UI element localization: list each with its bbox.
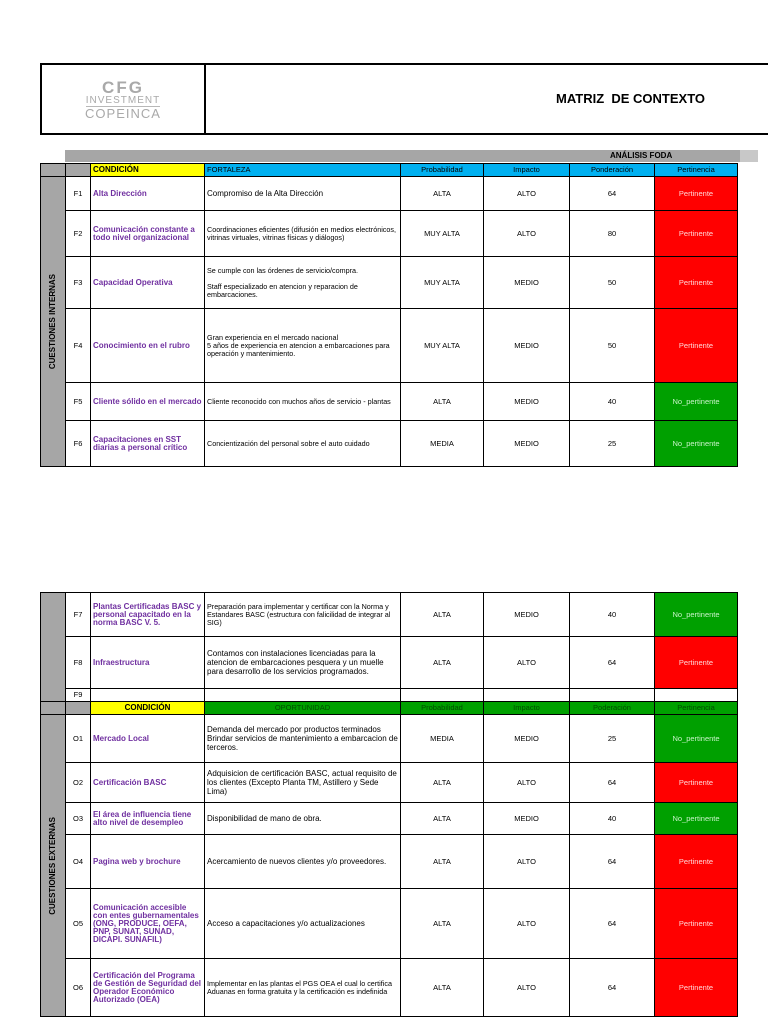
header-condition: CONDICIÓN (91, 164, 205, 177)
row-description (205, 689, 401, 702)
row-weight: 50 (570, 257, 655, 309)
row-probability: MUY ALTA (401, 309, 484, 383)
row-condition: Capacitaciones en SST diarias a personal crítico (91, 421, 205, 467)
internal-side-label: CUESTIONES INTERNAS (48, 273, 57, 370)
internal-side-cell (41, 177, 66, 467)
table-row (41, 889, 738, 959)
row-weight: 64 (570, 959, 655, 1017)
row-description (205, 309, 401, 383)
header-opportunity: OPORTUNIDAD (205, 702, 401, 715)
analysis-foda-label: ANÁLISIS FODA (610, 151, 673, 160)
row-description-line-1: Gran experiencia en el mercado nacional (207, 332, 339, 342)
row-relevance: No_pertinente (655, 715, 738, 763)
row-impact: ALTO (484, 211, 570, 257)
row-condition: Comunicación constante a todo nivel organizacional (91, 211, 205, 257)
header-side-blank (41, 702, 66, 715)
row-condition: Plantas Certificadas BASC y personal capacitado en la norma BASC V. 5. (91, 593, 205, 637)
row-weight: 25 (570, 715, 655, 763)
row-description: Compromiso de la Alta Dirección (205, 177, 401, 211)
table-row (41, 715, 738, 763)
row-impact: MEDIO (484, 309, 570, 383)
row-weight: 64 (570, 637, 655, 689)
row-code: F7 (66, 593, 91, 637)
row-description: Concientización del personal sobre el auto cuidado (205, 421, 401, 467)
header-impact: Impacto (484, 164, 570, 177)
document-title: MATRIZ DE CONTEXTO (556, 91, 706, 106)
row-condition: Mercado Local (91, 715, 205, 763)
row-probability: ALTA (401, 835, 484, 889)
header-impact: Impacto (484, 702, 570, 715)
row-relevance: No_pertinente (655, 803, 738, 835)
external-side-label: CUESTIONES EXTERNAS (48, 816, 57, 915)
row-relevance: No_pertinente (655, 421, 738, 467)
row-relevance: Pertinente (655, 177, 738, 211)
row-description: Coordinaciones eficientes (difusión en medios electrónicos, vitrinas virtuales, vitrinas físicas y diálogos) (205, 211, 401, 257)
row-code: F6 (66, 421, 91, 467)
row-description (205, 257, 401, 309)
table-row (41, 257, 738, 309)
row-weight: 40 (570, 803, 655, 835)
row-probability: ALTA (401, 637, 484, 689)
row-code: O6 (66, 959, 91, 1017)
row-condition: Cliente sólido en el mercado (91, 383, 205, 421)
header-probability: Probabilidad (401, 702, 484, 715)
row-weight: 25 (570, 421, 655, 467)
header-relevance: Pertinencia (655, 164, 738, 177)
row-condition: El área de influencia tiene alto nivel de desempleo (91, 803, 205, 835)
row-description-line-2: Brindar servicios de mantenimiento a embarcacion de terceros. (207, 734, 398, 752)
row-relevance: No_pertinente (655, 383, 738, 421)
row-relevance: Pertinente (655, 835, 738, 889)
internal-header-row (41, 164, 738, 177)
table-row (41, 593, 738, 637)
row-relevance: Pertinente (655, 763, 738, 803)
row-weight: 40 (570, 593, 655, 637)
row-code: O4 (66, 835, 91, 889)
internal-issues-table (40, 163, 738, 467)
row-impact: ALTO (484, 177, 570, 211)
table-row (41, 383, 738, 421)
row-description: Disponibilidad de mano de obra. (205, 803, 401, 835)
row-impact: ALTO (484, 637, 570, 689)
logo-investment-text: INVESTMENT (85, 94, 161, 106)
row-code: F2 (66, 211, 91, 257)
row-description: Acceso a capacitaciones y/o actualizaciones (205, 889, 401, 959)
row-impact: MEDIO (484, 421, 570, 467)
row-relevance (655, 689, 738, 702)
row-weight: 64 (570, 763, 655, 803)
table-row (41, 835, 738, 889)
row-probability: ALTA (401, 803, 484, 835)
header-side-blank (41, 164, 66, 177)
header-relevance: Pertinencia (655, 702, 738, 715)
row-probability: ALTA (401, 959, 484, 1017)
row-relevance: Pertinente (655, 309, 738, 383)
row-description-line-2: Staff especializado en atencion y reparacion de embarcaciones. (207, 281, 358, 299)
row-code: O1 (66, 715, 91, 763)
row-weight: 64 (570, 177, 655, 211)
analysis-strip-tail (740, 150, 758, 162)
row-relevance: Pertinente (655, 211, 738, 257)
row-probability: ALTA (401, 383, 484, 421)
row-probability (401, 689, 484, 702)
row-weight: 64 (570, 889, 655, 959)
row-condition: Capacidad Operativa (91, 257, 205, 309)
row-condition: Infraestructura (91, 637, 205, 689)
header-probability: Probabilidad (401, 164, 484, 177)
row-impact: MEDIO (484, 593, 570, 637)
row-probability: ALTA (401, 763, 484, 803)
header-strength: FORTALEZA (205, 164, 401, 177)
row-description-line-1: Demanda del mercado por productos terminados (207, 725, 381, 734)
row-impact: MEDIO (484, 383, 570, 421)
row-condition: Certificación BASC (91, 763, 205, 803)
header-weight: Poderación (570, 702, 655, 715)
table-row (41, 689, 738, 702)
row-code: F8 (66, 637, 91, 689)
row-code: O2 (66, 763, 91, 803)
row-impact: ALTO (484, 959, 570, 1017)
header-code-blank (66, 702, 91, 715)
row-description-line-2: 5 años de experiencia en atencion a embarcaciones para operación y mantenimiento. (207, 340, 390, 358)
logo-copeinca-text: COPEINCA (85, 105, 161, 121)
internal-cont-side-cell (41, 593, 66, 702)
row-condition (91, 689, 205, 702)
row-code: O3 (66, 803, 91, 835)
row-description (205, 715, 401, 763)
row-relevance: Pertinente (655, 889, 738, 959)
table-row (41, 309, 738, 383)
row-relevance: Pertinente (655, 637, 738, 689)
row-code: F3 (66, 257, 91, 309)
row-relevance: Pertinente (655, 257, 738, 309)
external-issues-table (40, 592, 738, 1017)
row-impact: ALTO (484, 889, 570, 959)
row-weight (570, 689, 655, 702)
row-impact: MEDIO (484, 803, 570, 835)
logo-cfg-text: CFG (102, 77, 144, 97)
row-description: Acercamiento de nuevos clientes y/o proveedores. (205, 835, 401, 889)
table-row (41, 637, 738, 689)
row-impact: ALTO (484, 763, 570, 803)
row-description: Preparación para implementar y certificar con la Norma y Estandares BASC (estructura con falicilidad de integrar al SIG) (205, 593, 401, 637)
row-probability: MEDIA (401, 421, 484, 467)
row-impact (484, 689, 570, 702)
row-probability: ALTA (401, 177, 484, 211)
row-weight: 64 (570, 835, 655, 889)
table-row (41, 211, 738, 257)
row-probability: ALTA (401, 889, 484, 959)
title-box (206, 65, 768, 133)
header-condition: CONDICIÓN (91, 702, 205, 715)
row-relevance: No_pertinente (655, 593, 738, 637)
external-header-row (41, 702, 738, 715)
row-condition: Certificación del Programa de Gestión de Seguridad del Operador Económico Autorizado (OEA) (91, 959, 205, 1017)
row-condition: Pagina web y brochure (91, 835, 205, 889)
header-code-blank (66, 164, 91, 177)
row-relevance: Pertinente (655, 959, 738, 1017)
document-header (40, 63, 768, 135)
table-row (41, 959, 738, 1017)
row-description: Adquisicion de certificación BASC, actual requisito de los clientes (Excepto Planta TM, Astillero y Sede Lima) (205, 763, 401, 803)
row-description: Implementar en las plantas el PGS OEA el cual lo certifica Aduanas en forma gratuita y la certificación es indefinida (205, 959, 401, 1017)
row-condition: Comunicación accesible con entes gubernamentales (ONG, PRODUCE, OEFA, PNP, SUNAT, SUNAD, DICAPI. SUNAFIL) (91, 889, 205, 959)
row-description: Cliente reconocido con muchos años de servicio - plantas (205, 383, 401, 421)
row-impact: ALTO (484, 835, 570, 889)
row-probability: MEDIA (401, 715, 484, 763)
row-code: O5 (66, 889, 91, 959)
row-code: F5 (66, 383, 91, 421)
table-row (41, 763, 738, 803)
row-probability: MUY ALTA (401, 211, 484, 257)
table-row (41, 803, 738, 835)
table-row (41, 421, 738, 467)
table-row (41, 177, 738, 211)
row-probability: MUY ALTA (401, 257, 484, 309)
row-description: Contamos con instalaciones licenciadas para la atencion de embarcaciones pesquera y un muelle para desarrollo de los servicios programados. (205, 637, 401, 689)
row-condition: Alta Dirección (91, 177, 205, 211)
row-probability: ALTA (401, 593, 484, 637)
row-impact: MEDIO (484, 715, 570, 763)
external-side-cell (41, 715, 66, 1017)
header-weight: Ponderación (570, 164, 655, 177)
row-weight: 50 (570, 309, 655, 383)
row-code: F4 (66, 309, 91, 383)
row-condition: Conocimiento en el rubro (91, 309, 205, 383)
row-code: F9 (66, 689, 91, 702)
row-weight: 40 (570, 383, 655, 421)
row-weight: 80 (570, 211, 655, 257)
row-code: F1 (66, 177, 91, 211)
company-logo (42, 65, 206, 133)
row-description-line-1: Se cumple con las órdenes de servicio/compra. (207, 265, 359, 275)
row-impact: MEDIO (484, 257, 570, 309)
